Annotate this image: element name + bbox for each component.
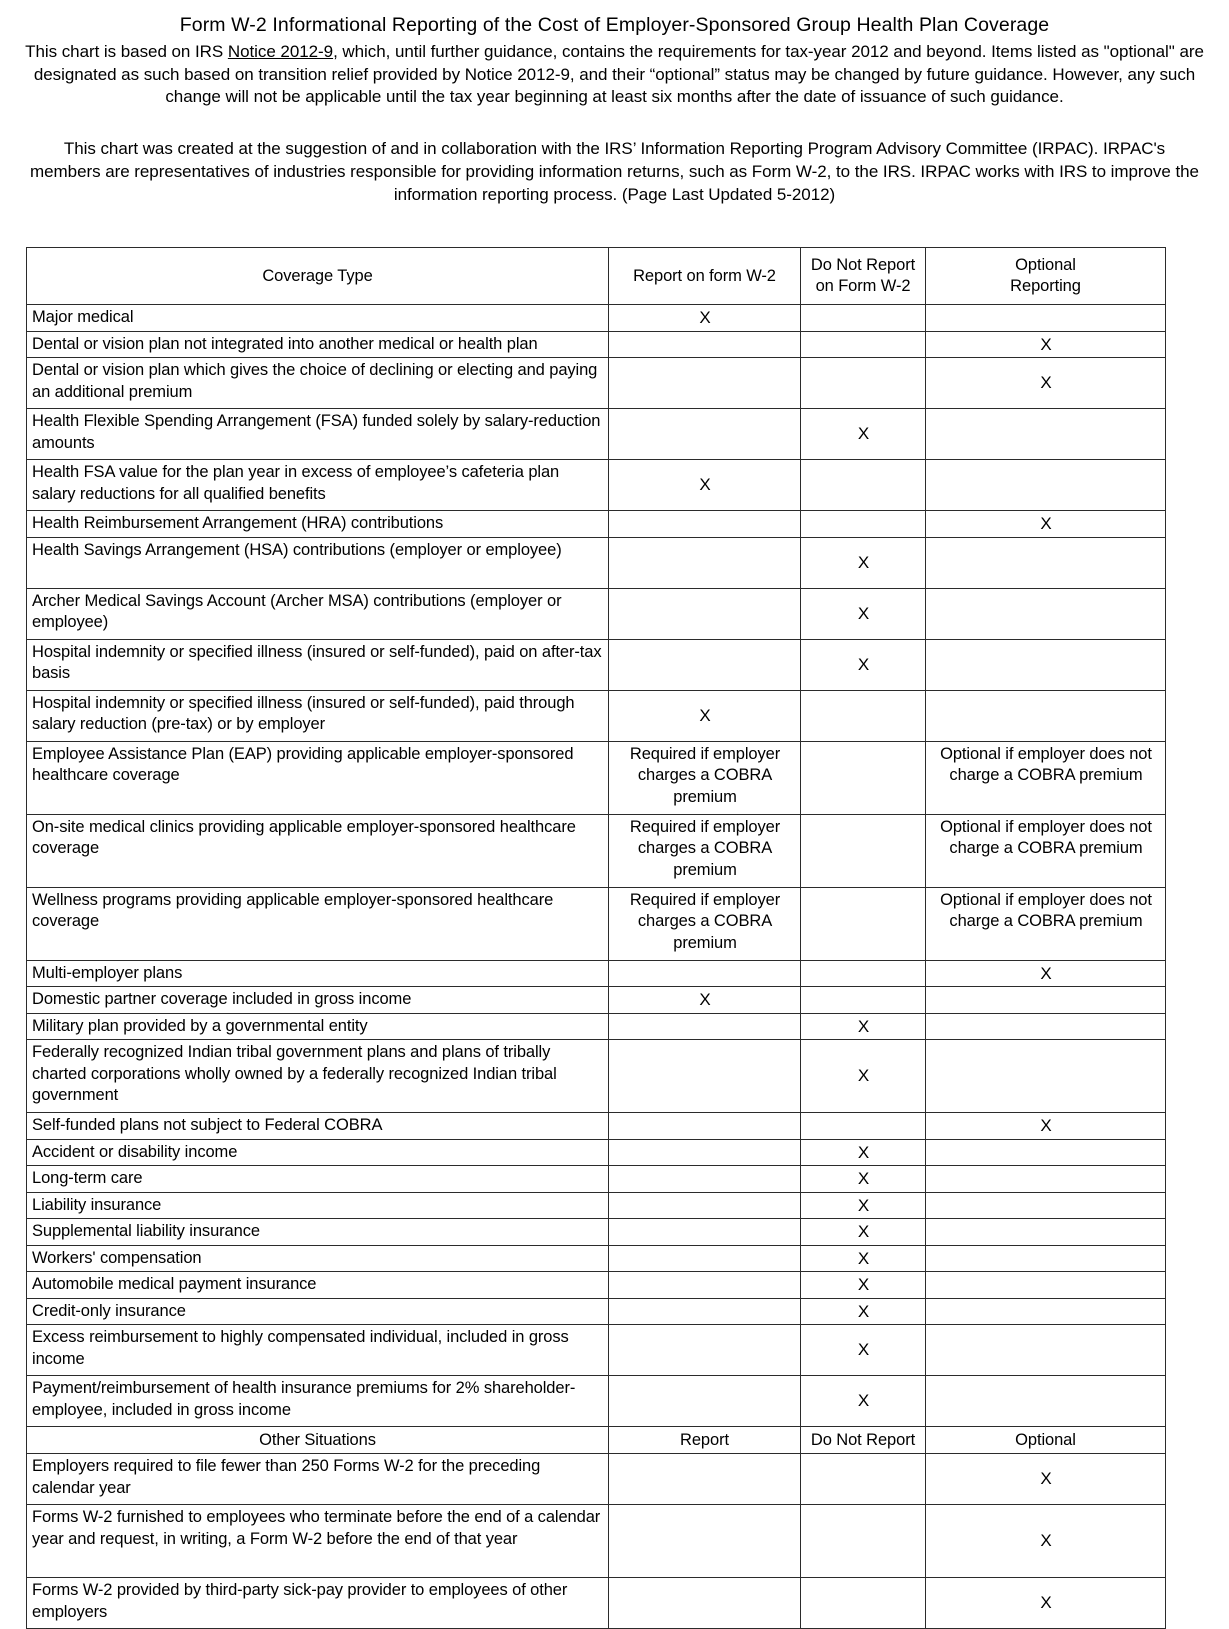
cell-report-on-form-w2: X — [609, 305, 801, 332]
cell-optional-reporting — [926, 1013, 1166, 1040]
table-row — [27, 358, 1166, 409]
table-row — [27, 741, 1166, 814]
cell-coverage-type: Liability insurance — [27, 1192, 609, 1219]
cell-do-not-report — [801, 1505, 926, 1578]
cell-report-on-form-w2: X — [609, 690, 801, 741]
cell-report-on-form-w2 — [609, 1578, 801, 1629]
cell-do-not-report: X — [801, 1166, 926, 1193]
cell-optional-reporting — [926, 1325, 1166, 1376]
cell-optional-reporting: X — [926, 1505, 1166, 1578]
table-row — [27, 511, 1166, 538]
cell-coverage-type: Forms W-2 furnished to employees who terminate before the end of a calendar year and request, in writing, a Form W-2 before the end of that year — [27, 1505, 609, 1578]
table-row — [27, 1376, 1166, 1427]
cell-coverage-type: Military plan provided by a governmental entity — [27, 1013, 609, 1040]
cell-coverage-type: Self-funded plans not subject to Federal COBRA — [27, 1113, 609, 1140]
cell-coverage-type: Credit-only insurance — [27, 1298, 609, 1325]
cell-coverage-type: Hospital indemnity or specified illness (insured or self-funded), paid through salary reduction (pre-tax) or by employer — [27, 690, 609, 741]
cell-coverage-type: Excess reimbursement to highly compensated individual, included in gross income — [27, 1325, 609, 1376]
cell-coverage-type: Health Reimbursement Arrangement (HRA) contributions — [27, 511, 609, 538]
cell-do-not-report: X — [801, 409, 926, 460]
cell-coverage-type: Domestic partner coverage included in gross income — [27, 987, 609, 1014]
cell-coverage-type: On-site medical clinics providing applicable employer-sponsored healthcare coverage — [27, 814, 609, 887]
cell-optional-reporting: X — [926, 1454, 1166, 1505]
cell-coverage-type: Wellness programs providing applicable employer-sponsored healthcare coverage — [27, 887, 609, 960]
cell-optional-reporting: X — [926, 1113, 1166, 1140]
table-row — [27, 1219, 1166, 1246]
cell-report-on-form-w2 — [609, 1325, 801, 1376]
table-subheader-row-other-situations — [27, 1427, 1166, 1454]
table-row — [27, 887, 1166, 960]
cell-report-on-form-w2 — [609, 960, 801, 987]
cell-optional-reporting — [926, 639, 1166, 690]
cell-optional-reporting: X — [926, 960, 1166, 987]
cell-report-on-form-w2 — [609, 1454, 801, 1505]
table-row — [27, 1454, 1166, 1505]
cell-coverage-type: Supplemental liability insurance — [27, 1219, 609, 1246]
cell-report-on-form-w2: Required if employer charges a COBRA premium — [609, 741, 801, 814]
cell-optional-reporting: Optional if employer does not charge a COBRA premium — [926, 887, 1166, 960]
cell-do-not-report: X — [801, 1013, 926, 1040]
cell-report-on-form-w2 — [609, 1192, 801, 1219]
cell-optional-reporting: X — [926, 358, 1166, 409]
notice-2012-9-link[interactable]: Notice 2012-9 — [227, 42, 334, 61]
table-row — [27, 460, 1166, 511]
cell-optional-reporting: X — [926, 331, 1166, 358]
table-row — [27, 639, 1166, 690]
cell-do-not-report: X — [801, 1139, 926, 1166]
cell-optional-reporting — [926, 1139, 1166, 1166]
cell-coverage-type: Workers' compensation — [27, 1245, 609, 1272]
cell-report-on-form-w2 — [609, 1113, 801, 1140]
cell-optional-reporting — [926, 1298, 1166, 1325]
cell-report-on-form-w2 — [609, 1298, 801, 1325]
cell-coverage-type: Major medical — [27, 305, 609, 332]
cell-report-on-form-w2 — [609, 1040, 801, 1113]
cell-optional-reporting — [926, 588, 1166, 639]
cell-do-not-report — [801, 690, 926, 741]
cell-do-not-report: X — [801, 1040, 926, 1113]
table-row — [27, 1113, 1166, 1140]
cell-do-not-report: X — [801, 1298, 926, 1325]
cell-optional-reporting — [926, 1245, 1166, 1272]
cell-do-not-report — [801, 887, 926, 960]
cell-report-on-form-w2 — [609, 1505, 801, 1578]
cell-coverage-type: Payment/reimbursement of health insurance premiums for 2% shareholder-employee, included in gross income — [27, 1376, 609, 1427]
column-header-coverage-type: Coverage Type — [27, 248, 609, 305]
cell-coverage-type: Long-term care — [27, 1166, 609, 1193]
subheader-report: Report — [609, 1427, 801, 1454]
cell-do-not-report — [801, 305, 926, 332]
cell-optional-reporting: Optional if employer does not charge a COBRA premium — [926, 814, 1166, 887]
cell-do-not-report: X — [801, 1376, 926, 1427]
cell-optional-reporting: X — [926, 511, 1166, 538]
table-row — [27, 960, 1166, 987]
subheader-optional: Optional — [926, 1427, 1166, 1454]
cell-coverage-type: Dental or vision plan which gives the choice of declining or electing and paying an additional premium — [27, 358, 609, 409]
cell-do-not-report — [801, 331, 926, 358]
cell-do-not-report: X — [801, 1325, 926, 1376]
cell-do-not-report: X — [801, 1192, 926, 1219]
cell-optional-reporting — [926, 1192, 1166, 1219]
table-row — [27, 537, 1166, 588]
cell-optional-reporting: X — [926, 1578, 1166, 1629]
table-row — [27, 1192, 1166, 1219]
intro-paragraph-2: This chart was created at the suggestion of and in collaboration with the IRS’ Information Reporting Program Advisory Committee (IRPAC). IRPAC's members are representatives of industries responsible for providing information returns, such as Form W-2, to the IRS. IRPAC works with IRS to improve the information reporting process. (Page Last Updated 5-2012) — [30, 138, 1199, 204]
cell-optional-reporting — [926, 537, 1166, 588]
cell-report-on-form-w2 — [609, 358, 801, 409]
cell-report-on-form-w2 — [609, 1166, 801, 1193]
cell-do-not-report — [801, 1113, 926, 1140]
cell-do-not-report — [801, 511, 926, 538]
table-row — [27, 690, 1166, 741]
cell-do-not-report — [801, 741, 926, 814]
cell-optional-reporting — [926, 1040, 1166, 1113]
cell-report-on-form-w2 — [609, 409, 801, 460]
cell-coverage-type: Employers required to file fewer than 250 Forms W-2 for the preceding calendar year — [27, 1454, 609, 1505]
table-header-row — [27, 248, 1166, 305]
cell-do-not-report — [801, 358, 926, 409]
cell-optional-reporting — [926, 1376, 1166, 1427]
intro-paragraph-1 — [0, 38, 1229, 109]
cell-report-on-form-w2: X — [609, 987, 801, 1014]
cell-coverage-type: Forms W-2 provided by third-party sick-pay provider to employees of other employers — [27, 1578, 609, 1629]
cell-report-on-form-w2 — [609, 1376, 801, 1427]
table-row — [27, 1013, 1166, 1040]
cell-coverage-type: Archer Medical Savings Account (Archer MSA) contributions (employer or employee) — [27, 588, 609, 639]
cell-report-on-form-w2: Required if employer charges a COBRA premium — [609, 814, 801, 887]
cell-coverage-type: Health Savings Arrangement (HSA) contributions (employer or employee) — [27, 537, 609, 588]
table-row — [27, 987, 1166, 1014]
cell-report-on-form-w2 — [609, 1219, 801, 1246]
table-row — [27, 1325, 1166, 1376]
table-row — [27, 1040, 1166, 1113]
table-row — [27, 588, 1166, 639]
cell-report-on-form-w2 — [609, 639, 801, 690]
cell-report-on-form-w2 — [609, 1245, 801, 1272]
cell-do-not-report — [801, 1454, 926, 1505]
table-row — [27, 1578, 1166, 1629]
table-row — [27, 1139, 1166, 1166]
cell-optional-reporting — [926, 1166, 1166, 1193]
cell-optional-reporting — [926, 460, 1166, 511]
intro-text-after-link: , which, until further guidance, contains the requirements for tax-year 2012 and beyond. Items listed as "optional" are designated as such based on transition relief provided by Notice 2012-9, and their “optional” status may be changed by future guidance. However, any such change will not be applicable until the tax year beginning at least six months after the date of issuance of such guidance. — [33, 42, 1204, 106]
cell-report-on-form-w2 — [609, 331, 801, 358]
cell-report-on-form-w2 — [609, 1272, 801, 1299]
cell-do-not-report: X — [801, 588, 926, 639]
cell-optional-reporting — [926, 1272, 1166, 1299]
cell-optional-reporting — [926, 987, 1166, 1014]
cell-report-on-form-w2 — [609, 1139, 801, 1166]
cell-do-not-report — [801, 814, 926, 887]
subheader-do-not-report: Do Not Report — [801, 1427, 926, 1454]
column-header-optional-reporting: Optional Reporting — [926, 248, 1166, 305]
cell-do-not-report — [801, 1578, 926, 1629]
table-row — [27, 409, 1166, 460]
cell-do-not-report — [801, 460, 926, 511]
cell-coverage-type: Federally recognized Indian tribal government plans and plans of tribally charted corporations wholly owned by a federally recognized Indian tribal government — [27, 1040, 609, 1113]
cell-report-on-form-w2: X — [609, 460, 801, 511]
table-row — [27, 331, 1166, 358]
table-row — [27, 1505, 1166, 1578]
cell-optional-reporting — [926, 409, 1166, 460]
cell-do-not-report: X — [801, 1245, 926, 1272]
table-row — [27, 305, 1166, 332]
cell-optional-reporting: Optional if employer does not charge a COBRA premium — [926, 741, 1166, 814]
cell-do-not-report: X — [801, 639, 926, 690]
table-row — [27, 1272, 1166, 1299]
cell-optional-reporting — [926, 1219, 1166, 1246]
cell-coverage-type: Health FSA value for the plan year in excess of employee’s cafeteria plan salary reductions for all qualified benefits — [27, 460, 609, 511]
cell-report-on-form-w2 — [609, 588, 801, 639]
table-row — [27, 1245, 1166, 1272]
column-header-do-not-report: Do Not Report on Form W-2 — [801, 248, 926, 305]
cell-report-on-form-w2 — [609, 537, 801, 588]
cell-do-not-report: X — [801, 537, 926, 588]
cell-coverage-type: Accident or disability income — [27, 1139, 609, 1166]
column-header-report-on-form-w2: Report on form W-2 — [609, 248, 801, 305]
cell-report-on-form-w2: Required if employer charges a COBRA premium — [609, 887, 801, 960]
table-row — [27, 1298, 1166, 1325]
cell-coverage-type: Health Flexible Spending Arrangement (FSA) funded solely by salary-reduction amounts — [27, 409, 609, 460]
cell-optional-reporting — [926, 305, 1166, 332]
subheader-other-situations: Other Situations — [27, 1427, 609, 1454]
cell-coverage-type: Dental or vision plan not integrated into another medical or health plan — [27, 331, 609, 358]
cell-do-not-report — [801, 987, 926, 1014]
table-row — [27, 1166, 1166, 1193]
page-title: Form W-2 Informational Reporting of the Cost of Employer-Sponsored Group Health Plan Coverage — [179, 14, 1050, 36]
cell-do-not-report — [801, 960, 926, 987]
coverage-chart-table — [26, 247, 1166, 1629]
table-row — [27, 814, 1166, 887]
cell-coverage-type: Employee Assistance Plan (EAP) providing applicable employer-sponsored healthcare coverage — [27, 741, 609, 814]
coverage-chart-container — [26, 247, 1165, 1629]
cell-do-not-report: X — [801, 1219, 926, 1246]
cell-optional-reporting — [926, 690, 1166, 741]
cell-do-not-report: X — [801, 1272, 926, 1299]
cell-coverage-type: Automobile medical payment insurance — [27, 1272, 609, 1299]
cell-coverage-type: Multi-employer plans — [27, 960, 609, 987]
intro-text-before-link: This chart is based on IRS — [25, 42, 228, 61]
cell-coverage-type: Hospital indemnity or specified illness (insured or self-funded), paid on after-tax basis — [27, 639, 609, 690]
cell-report-on-form-w2 — [609, 511, 801, 538]
cell-report-on-form-w2 — [609, 1013, 801, 1040]
